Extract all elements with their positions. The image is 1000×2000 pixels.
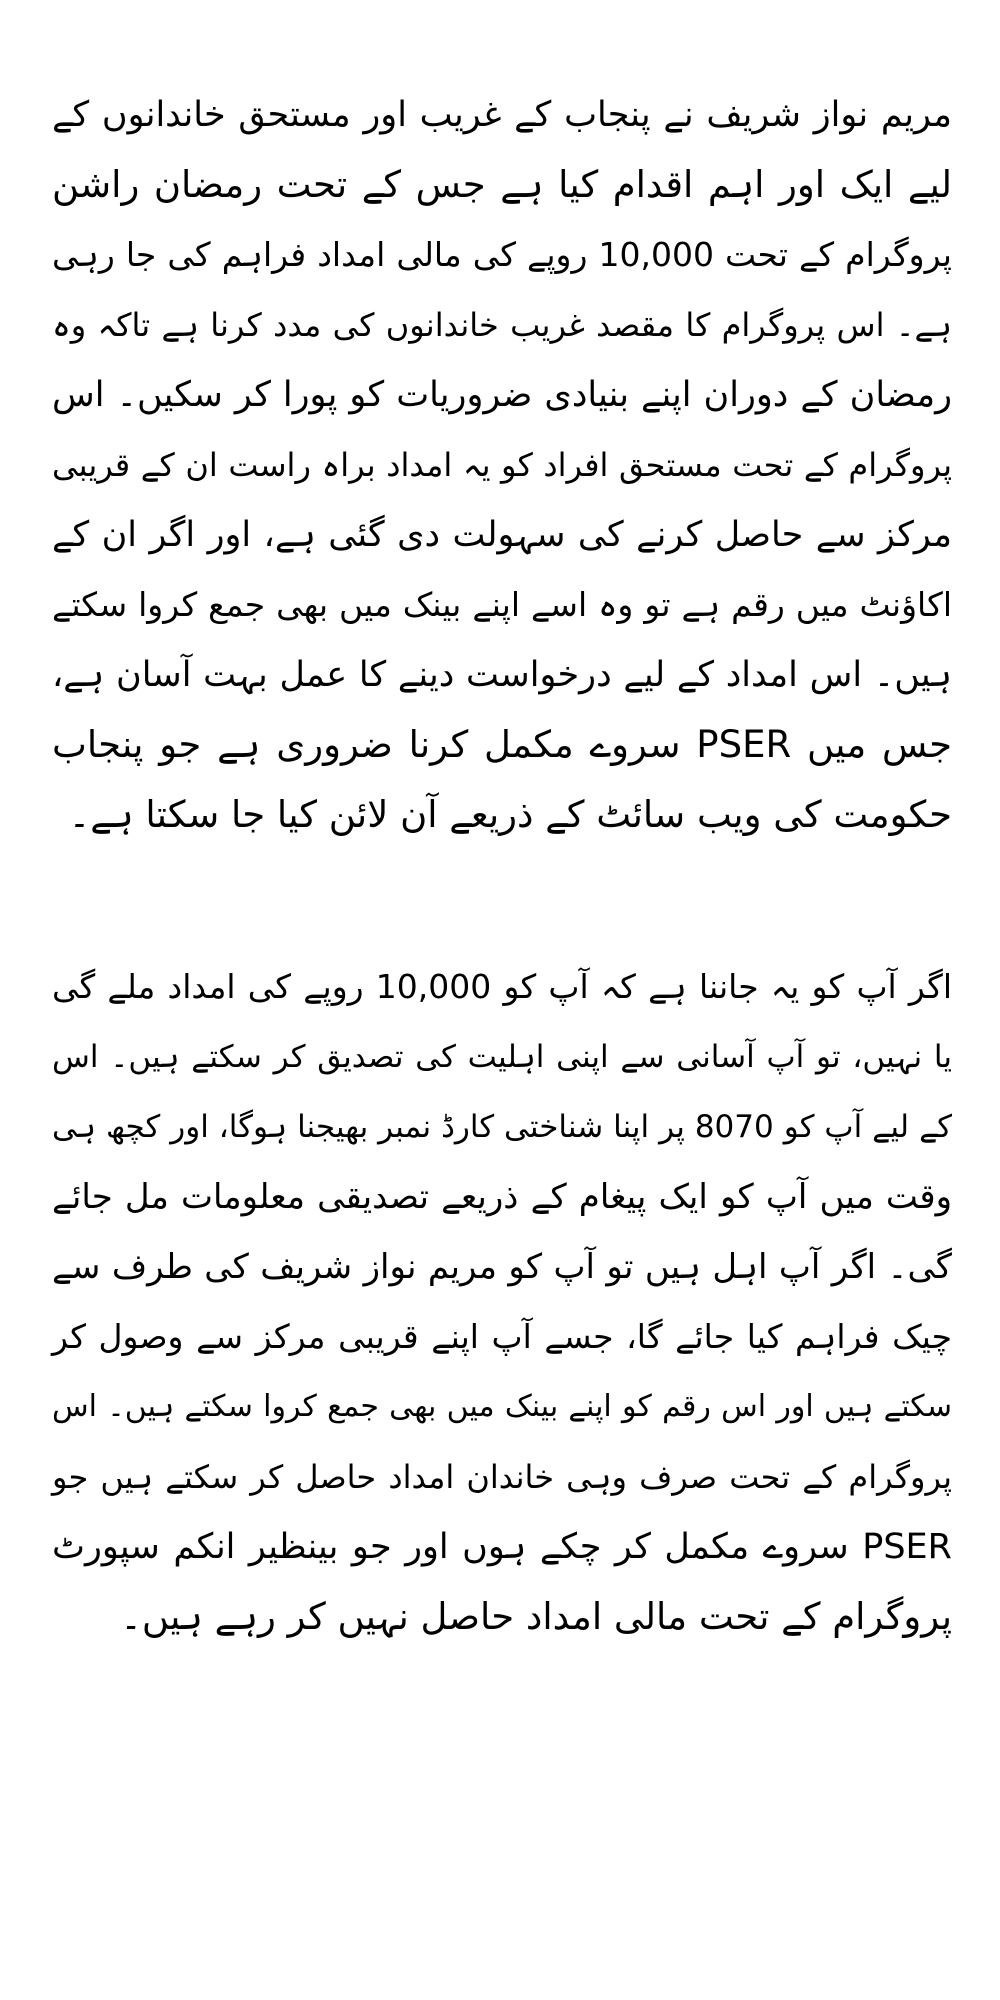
text-line: چیک فراہم کیا جائے گا، جسے آپ اپنے قریبی مرکز سے وصول کر — [52, 1317, 952, 1356]
paragraph-eligibility-check — [52, 952, 952, 1652]
text-line: پروگرام کے تحت صرف وہی خاندان امداد حاصل کر سکتے ہیں جو — [52, 1458, 952, 1496]
text-line: گی۔ اگر آپ اہل ہیں تو آپ کو مریم نواز شریف کی طرف سے — [52, 1247, 952, 1287]
paragraph-ration-program — [52, 80, 952, 850]
text-line: ہے۔ اس پروگرام کا مقصد غریب خاندانوں کی مدد کرنا ہے تاکہ وہ — [52, 306, 952, 344]
text-line: رمضان کے دوران اپنے بنیادی ضروریات کو پورا کر سکیں۔ اس — [52, 375, 952, 415]
text-line: لیے ایک اور اہم اقدام کیا ہے جس کے تحت رمضان راشن — [52, 163, 952, 206]
paragraph-spacer — [52, 850, 952, 952]
text-line: پروگرام کے تحت مستحق افراد کو یہ امداد براہ راست ان کے قریبی — [52, 446, 952, 484]
text-line: پروگرام کے تحت مالی امداد حاصل نہیں کر رہے ہیں۔ — [120, 1595, 952, 1638]
document-page — [52, 80, 952, 1960]
text-line: ہیں۔ اس امداد کے لیے درخواست دینے کا عمل بہت آسان ہے، — [52, 655, 952, 695]
text-line: اگر آپ کو یہ جاننا ہے کہ آپ کو 10,000 روپے کی امداد ملے گی — [52, 967, 952, 1006]
text-line: پروگرام کے تحت 10,000 روپے کی مالی امداد فراہم کی جا رہی — [52, 235, 952, 274]
text-line: سکتے ہیں اور اس رقم کو اپنے بینک میں بھی جمع کروا سکتے ہیں۔ اس — [52, 1389, 952, 1424]
text-line: PSER سروے مکمل کر چکے ہوں اور جو بینظیر انکم سپورٹ — [52, 1527, 952, 1567]
text-line: جس میں PSER سروے مکمل کرنا ضروری ہے جو پنجاب — [52, 723, 952, 766]
text-line: یا نہیں، تو آپ آسانی سے اپنی اہلیت کی تصدیق کر سکتے ہیں۔ اس — [52, 1039, 952, 1075]
text-line: مرکز سے حاصل کرنے کی سہولت دی گئی ہے، اور اگر ان کے — [52, 515, 952, 555]
text-line: حکومت کی ویب سائٹ کے ذریعے آن لائن کیا جا سکتا ہے۔ — [68, 793, 952, 836]
text-line: اکاؤنٹ میں رقم ہے تو وہ اسے اپنے بینک میں بھی جمع کروا سکتے — [52, 585, 952, 624]
text-line: کے لیے آپ کو 8070 پر اپنا شناختی کارڈ نمبر بھیجنا ہوگا، اور کچھ ہی — [52, 1109, 953, 1145]
text-line: مریم نواز شریف نے پنجاب کے غریب اور مستحق خاندانوں کے — [52, 95, 952, 135]
text-line: وقت میں آپ کو ایک پیغام کے ذریعے تصدیقی معلومات مل جائے — [52, 1177, 952, 1217]
